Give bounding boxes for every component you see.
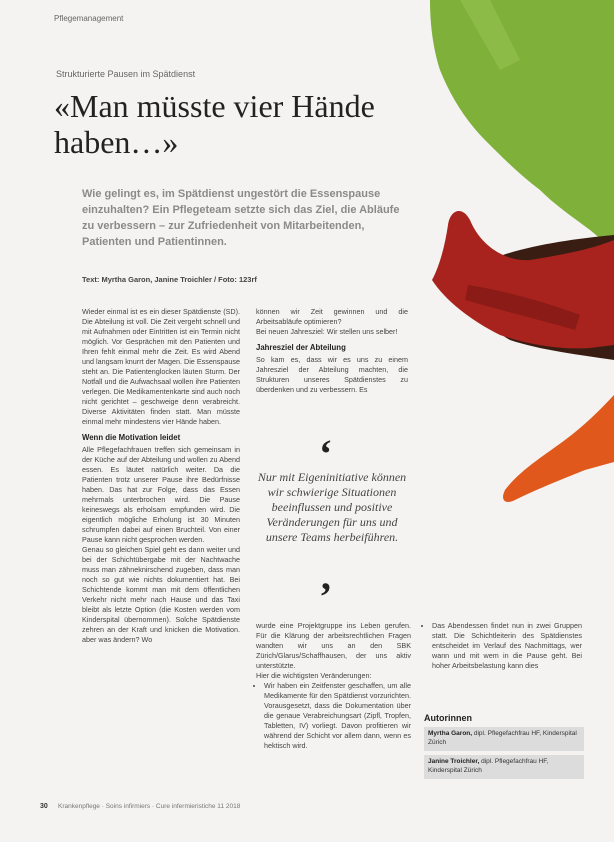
- paragraph: Hier die wichtigsten Veränderungen:: [256, 671, 372, 680]
- orange-hand: [503, 395, 614, 502]
- author-name: Myrtha Garon,: [428, 730, 473, 737]
- paragraph: Genau so gleichen Spiel geht es dann weiter und bei der Schichtübergabe mit der Nachtwache muss man zähneknirschend zugeben, dass man noch so gut wie nichts dokumentiert hat. Bei Schichtende kommt man mit dem öffentlichen Verkehr nicht mehr nach Hause und das Taxi bleibt als letzte Option (die Kosten werden vom Kinderspital übernommen). Solche Spätdienste zehren an der Kraft und knicken die Motivation. aber was ändern? Wo: [82, 545, 240, 644]
- article-lead: Wie gelingt es, im Spätdienst ungestört die Essenspause einzuhalten? Ein Pflegeteam setzte sich das Ziel, die Abläufe zu verbessern – zur Zufriedenheit von Mitarbeitenden, Patienten und Patientinnen.: [82, 188, 400, 248]
- article-credit: Text: Myrtha Garon, Janine Troichler / Foto: 123rf: [82, 275, 257, 284]
- column-1: [82, 307, 240, 645]
- bullet-item: • Das Abendessen findet nun in zwei Gruppen statt. Die Schichtleiterin des Spätdienstes entscheidet im Verlauf des Nachmittags, wer wann und mit wem in die Pause geht. Bei hoher Arbeitsbelastung kann dies: [432, 621, 582, 671]
- quote-close-mark: ’: [319, 574, 333, 619]
- paragraph: können wir Zeit gewinnen und die Arbeitsabläufe optimieren?: [256, 307, 408, 326]
- author-role: dipl. Pflegefachfrau HF, Kinderspital Zürich: [428, 758, 549, 774]
- page-number: 30: [40, 803, 48, 810]
- author-role: dipl. Pflegefachfrau HF, Kinderspital Zürich: [428, 730, 577, 746]
- paragraph: Alle Pflegefachfrauen treffen sich gemeinsam in der Küche auf der Abteilung und wollen zu Abend essen. Es läutet natürlich weiter. Da die Patienten trotz unserer Pause ihre Bedürfnisse haben. Das hat zur Folge, dass das Essen mehrmals unterbrochen wird. Die Pause keineswegs als erholsam empfunden wird. Die eigentlich mögliche Erholung ist 30 Minuten schrumpfen dabei auf einen Bruchteil. Von einer Pause kann nicht gesprochen werden.: [82, 445, 240, 544]
- subheading: Wenn die Motivation leidet: [82, 433, 181, 442]
- author-name: Janine Troichler,: [428, 758, 480, 765]
- article-title: «Man müsste vier Hände haben…»: [54, 88, 375, 160]
- section-label: Pflegemanagement: [54, 14, 124, 23]
- page-footer: Krankenpflege · Soins infirmiers · Cure infermieristiche 11 2018: [58, 803, 241, 810]
- column-2-lower: [256, 621, 411, 751]
- red-hand: [432, 211, 614, 348]
- column-2: [256, 307, 408, 395]
- paragraph: Wieder einmal ist es ein dieser Spätdienste (SD). Die Abteilung ist voll. Die Zeit vergeht schnell und mit Aufnahmen oder Eintritten ist ein Termin nicht möglich. Vor Gesprächen mit den Patienten und Ihren fehlt einmal mehr die Zeit. Es wird Abend und langsam knurrt der Magen. Die Essenspause steht an. Die Patientenglocken läuten Sturm. Der Notfall und die Aufwachsaal wollen ihre Patienten verlegen. Die Medikamentenkarte sind auch noch nicht gerichtet – geschweige denn verabreicht. Diverse Aktivitäten finden statt. Man müsste einmal mehr mindestens vier Hände haben.: [82, 307, 240, 426]
- authors-heading: Autorinnen: [424, 713, 472, 723]
- author-box: [424, 755, 584, 779]
- paragraph: wurde eine Projektgruppe ins Leben gerufen. Für die Klärung der arbeitsrechtlichen Fragen wandten wir uns an den SBK Zürich/Glarus/Schaffhausen, der uns aktiv unterstützte.: [256, 621, 411, 670]
- pull-quote: Nur mit Eigeninitiative können wir schwierige Situationen beeinflussen und positive Veränderungen für uns und unsere Teams herbeiführen.: [257, 470, 407, 544]
- paragraph: So kam es, dass wir es uns zu einem Jahresziel der Abteilung machten, die Strukturen unseres Spätdienstes zu überdenken und zu verbessern. Es: [256, 355, 408, 394]
- article-kicker: Strukturierte Pausen im Spätdienst: [56, 69, 196, 79]
- quote-open-mark: ‘: [319, 431, 333, 476]
- paragraph: Bei neuen Jahresziel: Wir stellen uns selber!: [256, 327, 398, 336]
- subheading: Jahresziel der Abteilung: [256, 343, 346, 352]
- bullet-item: • Wir haben ein Zeitfenster geschaffen, um alle Medikamente für den Spätdienst vorzurichten. Vorausgesetzt, dass die Dokumentation über die genaue Verabreichungsart (Zipfl, Tropfen, Tabletten, IV) vorliegt. Davon profitieren wir während der Schicht vor allem dann, wenn es hektisch wird.: [264, 681, 411, 751]
- author-box: [424, 727, 584, 751]
- column-3: [424, 621, 582, 671]
